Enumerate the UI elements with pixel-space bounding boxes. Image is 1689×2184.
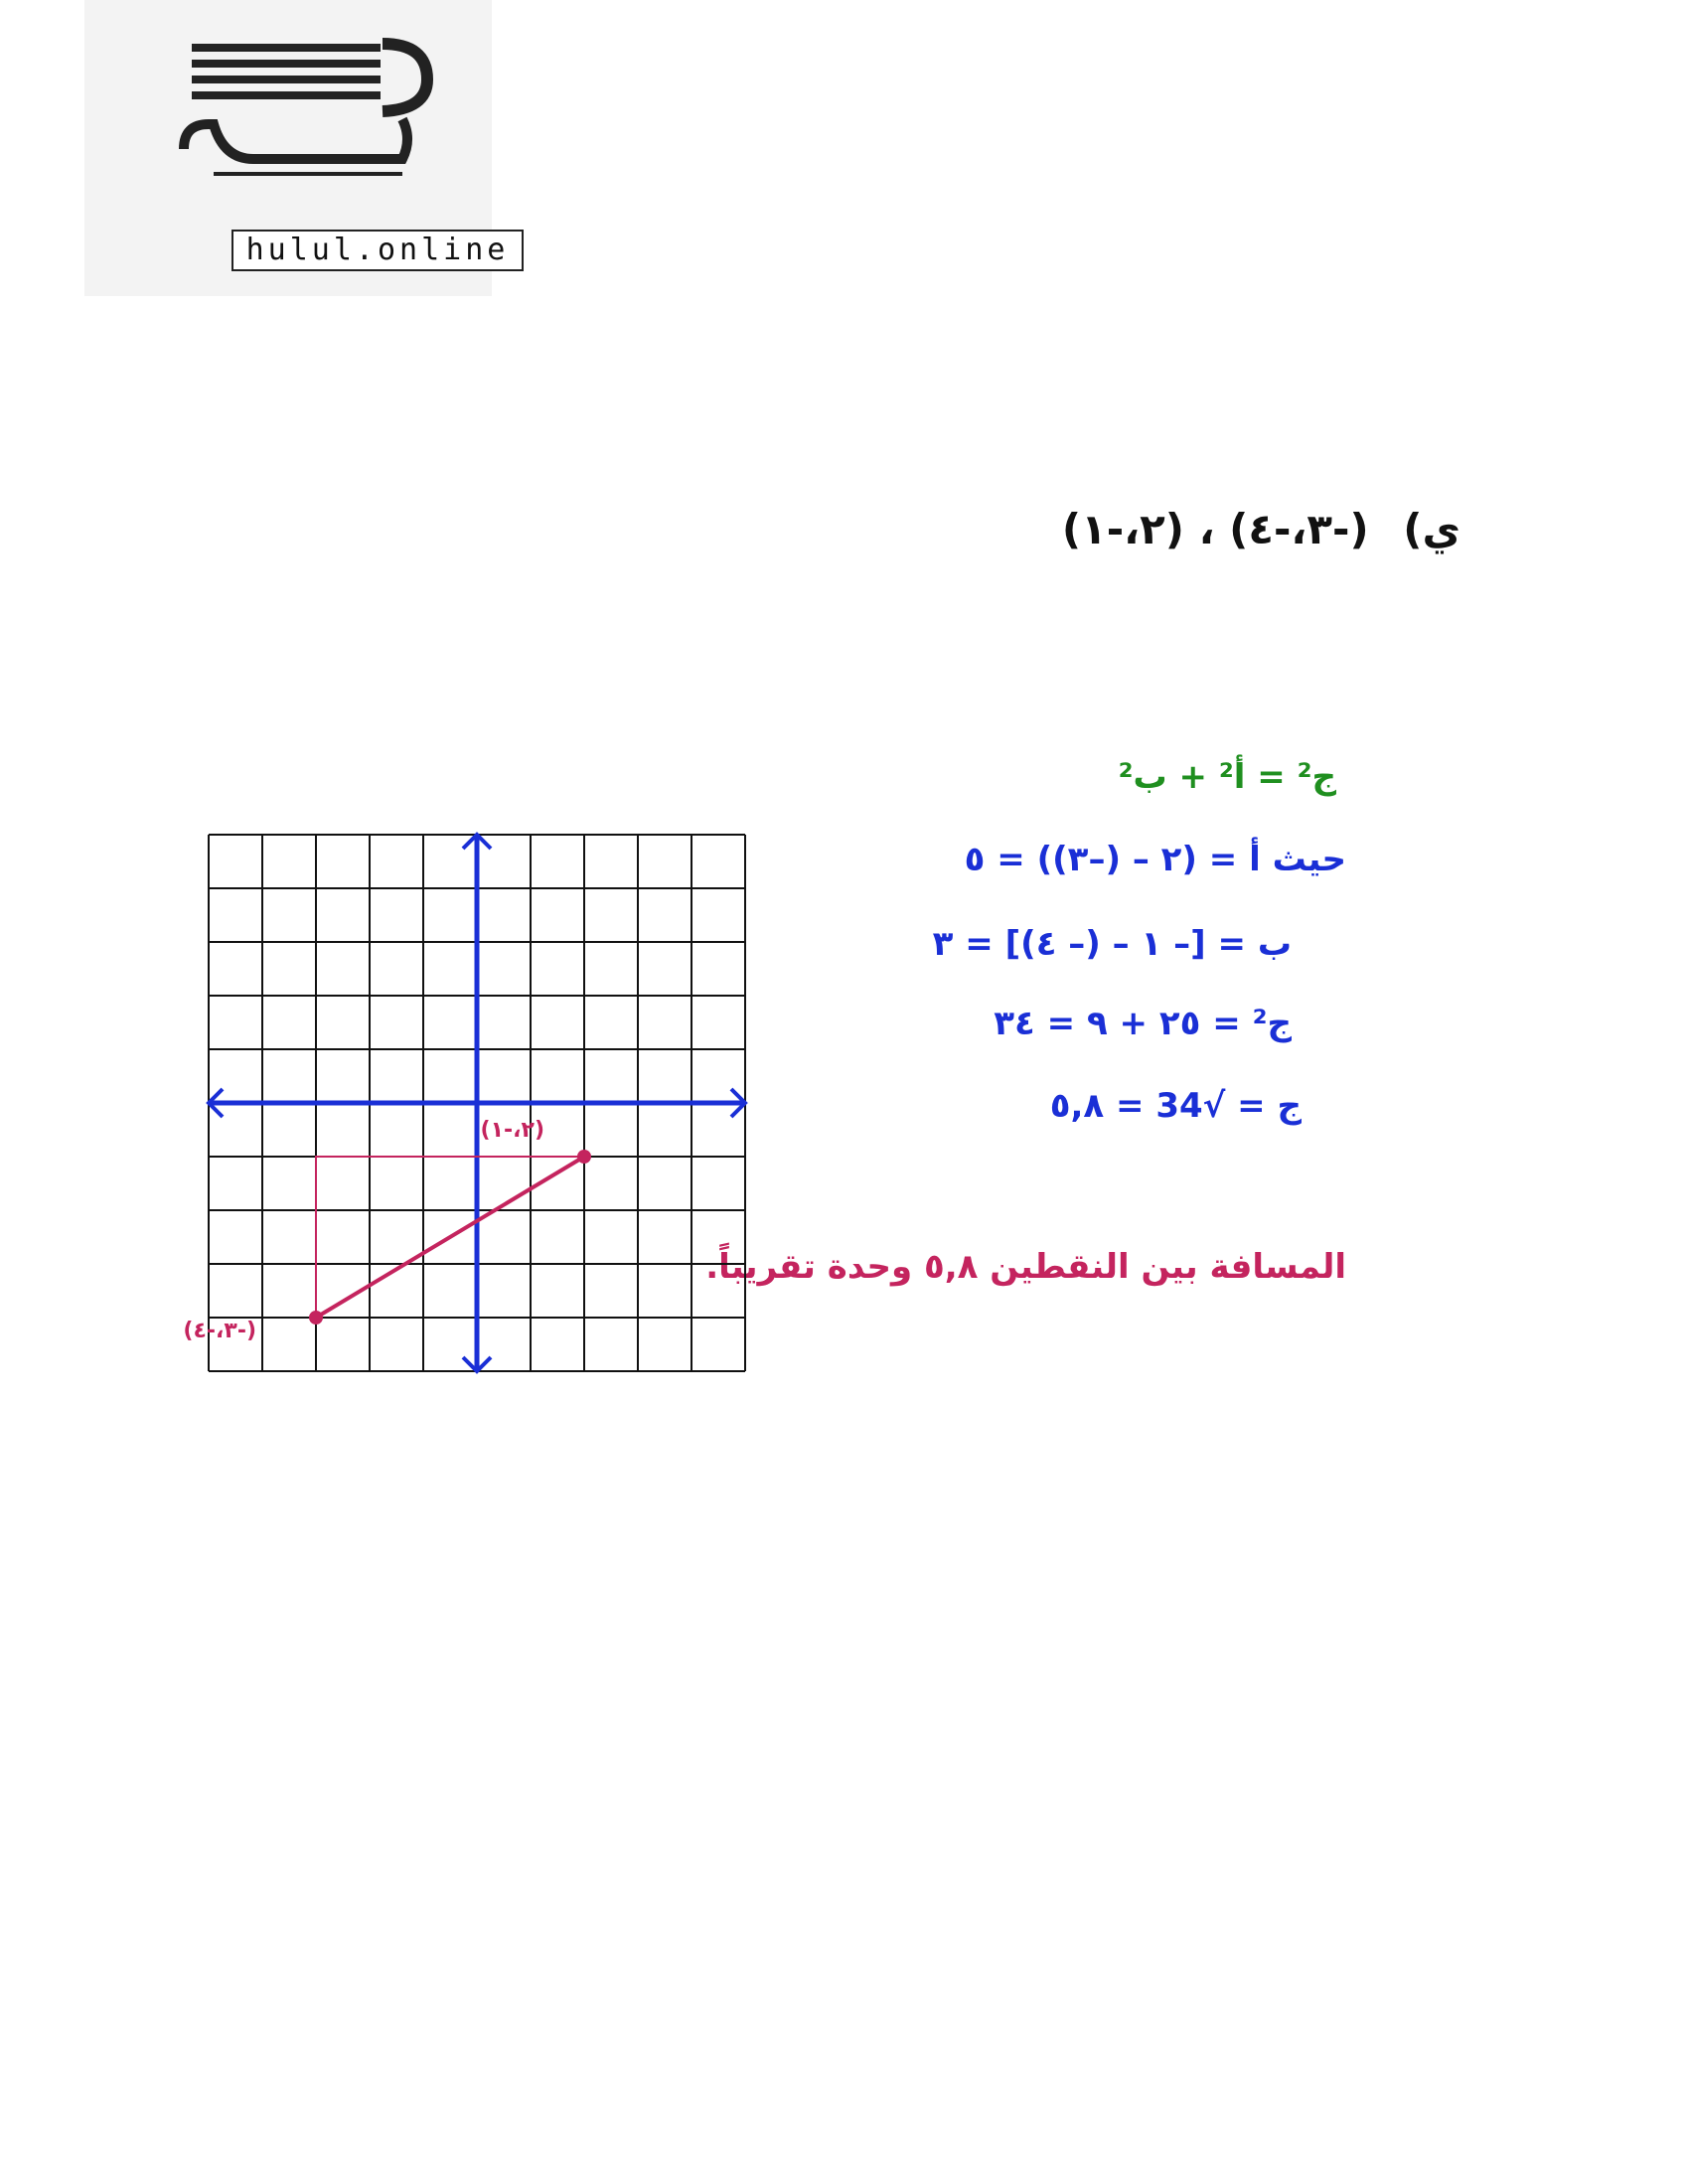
logo-url: hulul.online [231,230,524,271]
formula: ج² = أ² + ب² [1118,757,1336,797]
coordinate-graph [183,825,755,1385]
point-a [577,1150,591,1164]
point-a-label: (٢،-١) [480,1118,544,1143]
distance-segment [316,1157,584,1318]
point-b-label: (-٣،-٤) [183,1319,256,1343]
problem-statement [1062,505,1460,553]
conclusion: المسافة بين النقطين ٥,٨ وحدة تقريباً. [705,1247,1346,1287]
solution-line-a: حيث أ = (٢ – (–٣)) = ٥ [964,840,1346,879]
solution-line-c-squared: ج² = ٢٥ + ٩ = ٣٤ [994,1004,1292,1043]
logo [84,0,510,296]
solution-line-b: ب = [– ١ – (– ٤)] = ٣ [932,924,1292,964]
solution-line-c: ج = √34 = ٥,٨ [1049,1086,1302,1126]
graph-svg [183,825,755,1381]
problem-label: ي) [1403,505,1460,553]
point-b [309,1311,323,1325]
problem-points: (-٣،-٤) ، (٢،-١) [1061,505,1369,553]
logo-mark [84,0,492,229]
